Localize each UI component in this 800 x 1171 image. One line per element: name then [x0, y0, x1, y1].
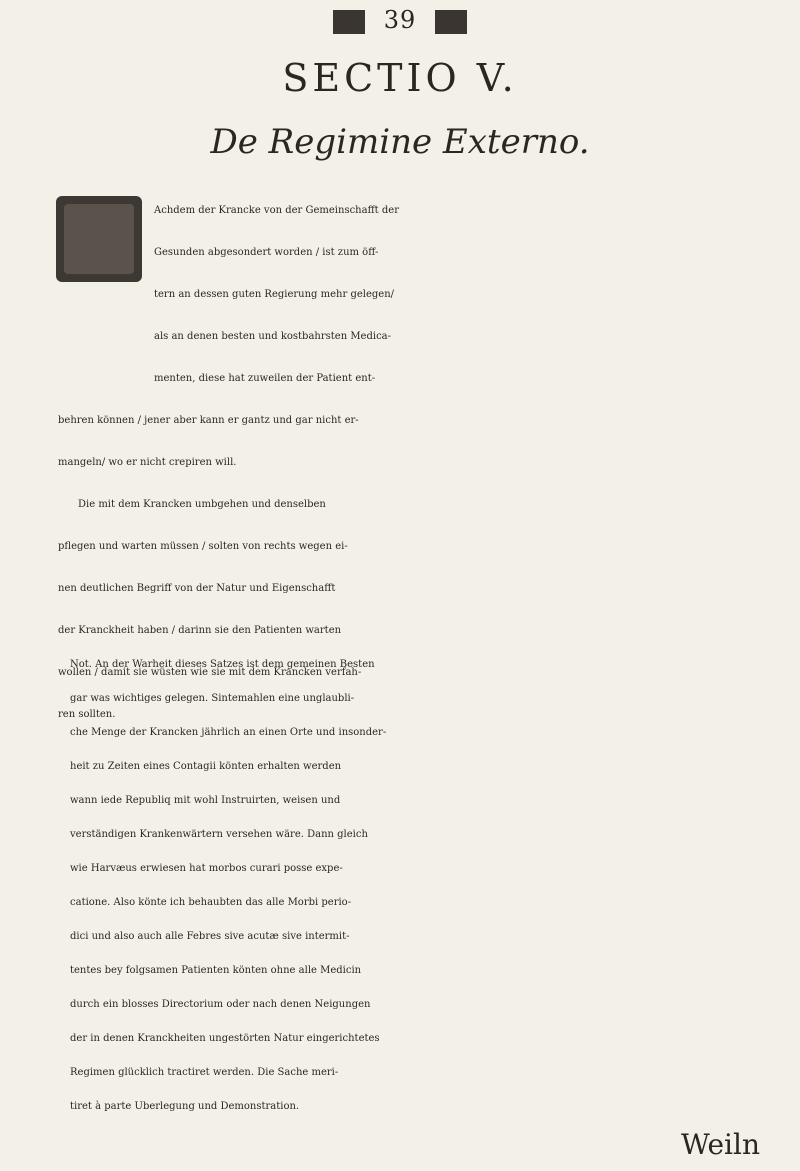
note-line: gar was wichtiges gelegen. Sintemahlen eine unglaubli-: [70, 693, 355, 704]
note-line: wie Harvæus erwiesen hat morbos curari posse expe-: [70, 863, 343, 874]
text-line: Gesunden abgesondert worden / ist zum öff-: [154, 247, 379, 258]
text-line: menten, diese hat zuweilen der Patient ent-: [154, 373, 376, 384]
text-line: pflegen und warten müssen / solten von rechts wegen ei-: [58, 541, 348, 552]
note-line: der in denen Kranckheiten ungestörten Natur eingerichtetes: [70, 1033, 380, 1044]
text-line: als an denen besten und kostbahrsten Medica-: [154, 331, 392, 342]
text-line: behren können / jener aber kann er gantz und gar nicht er-: [58, 415, 359, 426]
note-line: Not. An der Warheit dieses Satzes ist dem gemeinen Besten: [70, 659, 375, 670]
text-line: nen deutlichen Begriff von der Natur und Eigenschafft: [58, 583, 336, 594]
note-line: verständigen Krankenwärtern versehen wäre. Dann gleich: [70, 829, 368, 840]
page-number: 39: [383, 6, 417, 34]
ornament-right-icon: [435, 10, 467, 34]
note-line: dici und also auch alle Febres sive acutæ sive intermit-: [70, 931, 350, 942]
note-line: wann iede Republiq mit wohl Instruirten, weisen und: [70, 795, 341, 806]
text-line: tern an dessen guten Regierung mehr gelegen/: [154, 289, 395, 300]
note-line: tentes bey folgsamen Patienten könten ohne alle Medicin: [70, 965, 362, 976]
section-subtitle: De Regimine Externo.: [210, 122, 590, 162]
note-line: heit zu Zeiten eines Contagii könten erhalten werden: [70, 761, 342, 772]
catchword: Weiln: [680, 1128, 760, 1161]
text-line: Achdem der Krancke von der Gemeinschafft der: [154, 205, 399, 216]
text-line: ren sollten.: [58, 709, 116, 720]
text-line: mangeln/ wo er nicht crepiren will.: [58, 457, 237, 468]
note-line: catione. Also könte ich behaubten das alle Morbi perio-: [70, 897, 352, 908]
note-line: tiret à parte Uberlegung und Demonstration.: [70, 1101, 300, 1112]
page-header: [0, 6, 800, 34]
section-title: SECTIO V.: [282, 56, 518, 100]
note-line: Regimen glücklich tractiret werden. Die Sache meri-: [70, 1067, 339, 1078]
ornament-left-icon: [333, 10, 365, 34]
text-line: Die mit dem Krancken umbgehen und denselben: [78, 499, 326, 510]
text-line: der Kranckheit haben / darinn sie den Patienten warten: [58, 625, 342, 636]
note-line: che Menge der Krancken jährlich an einen Orte und insonder-: [70, 727, 387, 738]
note-block: [70, 648, 790, 1124]
note-line: durch ein blosses Directorium oder nach denen Neigungen: [70, 999, 371, 1010]
text-line: wollen / damit sie wüsten wie sie mit dem Krancken verfah-: [58, 667, 362, 678]
